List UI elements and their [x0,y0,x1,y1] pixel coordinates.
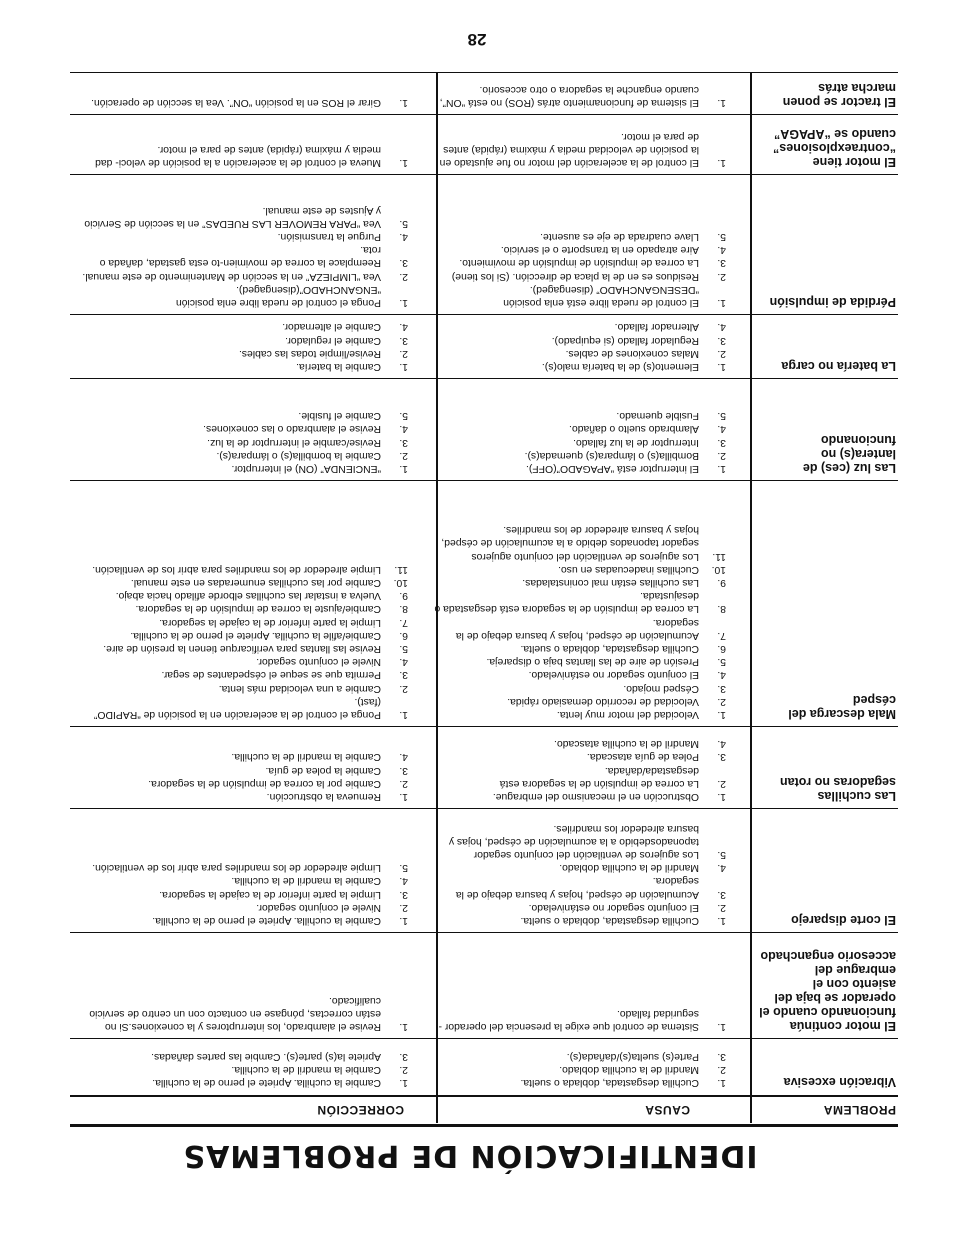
item-text: Mandril de la cuchilla doblado. [559,862,699,874]
list-item [78,96,408,109]
list-item [434,914,726,927]
item-number: 1. [399,915,408,926]
list-item [78,576,408,589]
item-number: 1. [399,1021,408,1032]
problem-label: La batería no carga [781,359,896,373]
item-text: Revise/limpie todas las cables. [238,347,381,359]
item-text: Limpie alrededor de los mandriles para abrir los de ventilación. [92,563,381,575]
item-text: Alternador fallado. [614,321,699,333]
item-text: El control de rueda libre está enla posición “DESENGANCHADO” (disengaged). [503,283,699,308]
item-number: 5. [717,848,726,860]
list-item [78,1049,408,1062]
list-item [434,861,726,874]
list-item [434,1007,726,1033]
item-text: Presión de aire de las llantas baja o dispareja. [486,656,699,668]
list-item [434,1049,726,1062]
list-item [78,449,408,462]
item-number: 1. [717,1021,726,1032]
item-text: Los agujeros de ventilación del conjunto agujeros segador taponados debido a la acumulación de césped, hojas y basura alrededor de los mandriles. [441,524,699,562]
item-number: 3. [717,888,726,900]
item-number: 2. [399,682,408,694]
list-item [78,655,408,668]
correction-cell [78,1049,408,1089]
item-number: 2. [399,449,408,461]
list-item [434,422,726,435]
list-item [78,615,408,628]
item-text: Revise el alambrado, los interruptores y la conexiones.Si no están correctas, póngase en contacto con un centro de servicio cualificado. [89,994,381,1032]
item-number: 1. [717,709,726,720]
list-item [78,777,408,790]
list-item [78,462,408,475]
problem-label: El motor tiene “contraexplosiones” cuando se “APAGA” [773,127,896,169]
item-number: 11. [712,550,726,562]
cause-cell [434,523,726,721]
table-row [70,73,898,115]
list-item [78,887,408,900]
item-text: Llave cuadrada de eje es ausente. [540,230,699,242]
item-text: Mueva el control de la aceleración a la posición de veloci- dad media y máxima (rápida) antes de para el motor. [95,143,381,168]
item-text: Cuchilla desgastada, doblada o suelta. [520,915,699,926]
item-number: 3. [399,436,408,448]
item-number: 4. [399,656,408,668]
item-number: 6. [717,642,726,654]
list-item [434,283,726,309]
item-text: Aire atrapado en la transporte o el servicio. [500,244,699,256]
list-item [434,523,726,563]
problem-label: El tractor se ponen marcha atrás [782,81,896,109]
item-text: Revise las llantas para verificarque tienen la presión de aire. [103,642,381,654]
list-item [434,269,726,282]
item-text: Sistema de control que exige la presencia del operador -seguridad fallado. [438,1007,699,1032]
list-item [78,901,408,914]
item-number: 4. [717,423,726,435]
problem-label: El motor continúa funcionando cuando el operador se baja del asiento con el embrague del accesorio enganchado [759,949,896,1033]
item-text: Regulador fallado (si equipado). [551,334,699,346]
item-text: Malas conexiones de cables. [565,347,699,359]
item-text: Obstrucción en el mecanismo del embrague. [492,791,699,802]
item-text: Vea “LIMPIEZA” en la sección de Mantenimento de este manual. [82,270,381,282]
problem-label: Vibración excesiva [783,1075,896,1089]
item-number: 4. [399,875,408,887]
cause-cell [434,409,726,475]
item-number: 4. [717,738,726,750]
item-text: Permita que se seque el céspedantes de segar. [161,669,381,681]
item-text: Remueva la obstrucción. [266,791,381,802]
item-text: Cuchilla desgastada, doblada o suelta. [520,1077,699,1088]
item-text: Cambie por la correa de impulsión de la segadora. [148,777,381,789]
list-item [434,435,726,448]
item-number: 2. [717,1063,726,1075]
table-row [70,115,898,175]
item-text: Revise el alambrado o las conexiones. [203,423,381,435]
item-text: La correa de impulsión de la segadora está desgastada o desajustada. [434,590,699,615]
list-item [434,83,726,109]
item-text: El conjunto segador no estánivelado. [528,901,699,913]
item-number: 6. [399,629,408,641]
table-row [70,315,898,379]
list-item [78,790,408,803]
item-text: Vea “PARA REMOVER LAS RUEDAS” en la sección de Servicio y Ajustes de este manual. [84,204,381,229]
cause-cell [434,821,726,927]
list-item [434,589,726,615]
item-number: 3. [399,888,408,900]
item-text: Acumulación de césped, hojas y basura debajo de la segadora. [455,875,699,900]
list-item [78,681,408,694]
item-text: Apriete la(s) parte(s). Cambie las partes dañadas. [151,1050,381,1062]
list-item [434,655,726,668]
list-item [434,129,726,169]
list-item [434,563,726,576]
list-item [434,333,726,346]
header-rule [70,1095,898,1097]
item-text: Parte(s) suelta(s)/dañada(s). [566,1050,699,1062]
item-text: Cambie la mandril de la cuchilla. [231,1063,381,1075]
list-item [78,750,408,763]
correction-cell [78,861,408,927]
item-number: 3. [717,751,726,763]
item-text: Nivele el conjunto segador. [256,656,381,668]
list-item [434,668,726,681]
list-item [434,256,726,269]
item-number: 1. [399,157,408,168]
problem-label: Las luz (ces) de lantera(s) no funcionando [802,433,896,475]
item-number: 4. [399,751,408,763]
item-text: El sistema de funcionamiento atrás (ROS) no está “ON”, cuando enganche la segadora o otro accesorio. [439,83,699,108]
item-number: 5. [399,217,408,229]
table-row [70,379,898,481]
list-item [78,642,408,655]
list-item [78,695,408,721]
item-text: Mandril de la cuchilla doblado. [559,1063,699,1075]
list-item [78,320,408,333]
item-text: Revise/cambie el interruptor de la luz. [207,436,381,448]
item-number: 3. [399,257,408,269]
page-title: IDENTIFICACIÓN DE PROBLEMAS [182,1138,758,1173]
correction-cell [78,409,408,475]
item-number: 5. [717,230,726,242]
list-item [434,821,726,861]
table-row [70,1039,898,1095]
list-item [434,347,726,360]
item-text: Las cuchillas están mal coninstaladas. [522,576,699,588]
item-text: Cambie por las cuchillas enumeradas en este manual. [130,576,381,588]
item-number: 4. [717,669,726,681]
problem-label: Pérdida de impulsión [769,295,896,309]
item-text: Mandril de la cuchilla atascado. [554,738,699,750]
item-number: 3. [717,682,726,694]
list-item [78,861,408,874]
list-item [78,629,408,642]
table-row [70,727,898,809]
correction-cell [78,203,408,309]
list-item [434,642,726,655]
item-text: Elemento(s) de la batería malo(s). [541,361,699,372]
item-number: 2. [399,347,408,359]
cause-column-header: CAUSA [644,1103,690,1117]
item-text: El conjunto segador no estánivelado. [528,669,699,681]
list-item [434,243,726,256]
table-row [70,809,898,933]
list-item [434,708,726,721]
item-text: Césped mojado. [623,682,699,694]
item-number: 4. [399,423,408,435]
page-number: 28 [467,30,487,49]
item-text: Bombilla(s) o lámpara(s) quemada(s). [524,449,699,461]
list-item [434,409,726,422]
item-number: 1. [717,157,726,168]
item-number: 4. [717,321,726,333]
item-text: Cambie la bombilla(s) o lámpara(s). [216,449,381,461]
list-item [78,333,408,346]
item-text: Cambie la batería. [296,361,381,372]
item-text: Girar el ROS en la posición “ON”. Vea la sección de operación. [91,97,381,108]
item-number: 1. [717,361,726,372]
item-number: 10. [711,563,726,575]
item-number: 2. [717,270,726,282]
item-text: Cambie a una velocidad más lenta. [218,682,381,694]
item-text: Cambie/afile la cuchilla. Apriete el perno de la cuchilla. [130,629,381,641]
item-text: Limpie la parte inferior de la cajade la segadora. [159,616,381,628]
item-text: Cambie la mandril de la cuchilla. [231,875,381,887]
item-text: Purgue la transmisión. [277,230,381,242]
item-number: 2. [399,270,408,282]
item-text: Limpie la parte inferior de la cajade la segadora. [159,888,381,900]
list-item [434,874,726,900]
item-text: Cambie/ajuste la correa de impulsión de la segadora. [135,603,381,615]
list-item [78,269,408,282]
item-number: 2. [717,695,726,707]
item-text: Los agujeros de ventilación del conjunto segador taponadosdebido a la acumulación de césped, hojas y basura alrededor los mandriles. [448,822,699,860]
item-number: 4. [399,321,408,333]
correction-cell [78,96,408,109]
item-text: Vuelva a instalar las cuchillas elborde afilado hacia abajo. [115,590,381,602]
item-text: Cambie la mandril de la cuchilla. [231,751,381,763]
item-number: 2. [399,901,408,913]
item-number: 7. [399,616,408,628]
item-number: 1. [717,297,726,308]
list-item [78,914,408,927]
item-number: 2. [717,777,726,789]
item-text: El control de la aceleración del motor no fue ajustado en la posición de velocidad media y máxima (rápida) antes de para el motor. [439,130,699,168]
item-number: 1. [399,297,408,308]
list-item [78,243,408,269]
list-item [434,360,726,373]
item-number: 2. [717,901,726,913]
item-text: Residuos es en de la placa de dirección. (Si los tiene) [451,270,699,282]
problem-label: El corte disparejo [791,913,896,927]
item-number: 9. [717,576,726,588]
item-text: Limpie alrededor de los mandriles para abrir los de ventilación. [92,862,381,874]
item-number: 5. [399,862,408,874]
item-number: 8. [717,603,726,615]
list-item [434,576,726,589]
list-item [78,422,408,435]
correction-cell [78,320,408,373]
item-number: 2. [717,449,726,461]
table-row [70,481,898,727]
problem-label: Las cuchillas segadoras no rotan [780,775,896,803]
item-number: 4. [717,862,726,874]
item-number: 1. [399,463,408,474]
list-item [78,993,408,1033]
item-number: 2. [399,777,408,789]
list-item [78,1076,408,1089]
cause-cell [434,1007,726,1033]
item-text: Cambie el fusible. [298,410,381,422]
item-number: 1. [717,915,726,926]
item-number: 3. [399,334,408,346]
list-item [434,1063,726,1076]
list-item [78,563,408,576]
item-number: 1. [399,361,408,372]
list-item [78,283,408,309]
item-number: 10. [393,576,408,588]
correction-cell [78,143,408,169]
item-number: 4. [717,244,726,256]
item-number: 8. [399,603,408,615]
item-number: 1. [399,709,408,720]
title-rule [70,1124,898,1127]
item-number: 5. [399,642,408,654]
list-item [78,409,408,422]
item-number: 3. [399,1050,408,1062]
cause-cell [434,320,726,373]
item-text: Reemplace la correa de movimien-to esta gastada, dañada o rota. [99,244,381,269]
cause-cell [434,737,726,803]
item-number: 7. [717,629,726,641]
item-text: Cambie el alternador. [282,321,381,333]
list-item [78,763,408,776]
item-number: 1. [399,1077,408,1088]
item-text: Cambie la polea de guía. [265,764,381,776]
correction-cell [78,750,408,803]
item-number: 3. [717,436,726,448]
cause-cell [434,230,726,309]
list-item [434,695,726,708]
item-number: 4. [399,230,408,242]
item-text: El interruptor está “APAGADO”(OFF). [525,463,699,474]
item-text: Cuchillas inadecuadas en uso. [558,563,699,575]
item-number: 1. [717,791,726,802]
list-item [434,462,726,475]
item-number: 1. [717,97,726,108]
list-item [78,143,408,169]
item-number: 1. [399,791,408,802]
item-number: 3. [399,764,408,776]
item-number: 1. [399,97,408,108]
item-text: Nivele el conjunto segador. [256,901,381,913]
table-row [70,175,898,315]
list-item [434,750,726,763]
problem-label: Mala descarga del césped [788,693,896,721]
item-text: Ponga el control de rueda libre enla posición “ENGANCHADO”(disengaged). [175,283,381,308]
item-text: Interruptor de la luz fallado. [573,436,699,448]
row-divider [70,72,898,73]
item-text: La correa de impulsión de impulsión de movimiento. [459,257,699,269]
cause-cell [434,83,726,109]
item-number: 5. [399,410,408,422]
list-item [434,615,726,641]
list-item [434,901,726,914]
cause-cell [434,1049,726,1089]
correction-cell [78,563,408,721]
item-text: Alambrado suelto o dañado. [569,423,699,435]
list-item [78,360,408,373]
item-number: 2. [399,1063,408,1075]
list-item [78,602,408,615]
cause-cell [434,129,726,169]
table-row [70,933,898,1039]
list-item [434,320,726,333]
item-text: Velocidad del motor muy lenta. [556,709,699,720]
list-item [434,790,726,803]
problem-column-header: PROBLEMA [823,1103,896,1117]
correction-cell [78,993,408,1033]
item-text: Cambie la cuchilla. Apriete el perno de la cuchilla. [152,1077,381,1088]
item-text: Cambie el regulador. [285,334,381,346]
list-item [78,435,408,448]
item-text: Cuchilla desgastada, doblada o suelta. [520,642,699,654]
list-item [434,1076,726,1089]
list-item [434,681,726,694]
item-number: 3. [399,669,408,681]
item-number: 1. [717,1077,726,1088]
item-number: 3. [717,1050,726,1062]
item-number: 1. [717,463,726,474]
list-item [78,230,408,243]
list-item [434,763,726,789]
list-item [434,449,726,462]
item-number: 9. [399,590,408,602]
list-item [78,874,408,887]
list-item [78,589,408,602]
list-item [78,347,408,360]
item-text: Velocidad de recorrido demasiado rápida. [507,695,699,707]
item-number: 3. [717,334,726,346]
item-text: “ENCIENDA” (ON) el interruptor. [231,463,381,474]
list-item [78,203,408,229]
item-number: 5. [717,656,726,668]
item-number: 3. [717,257,726,269]
list-item [434,230,726,243]
item-number: 2. [717,347,726,359]
correction-column-header: CORRECCIÓN [316,1103,404,1117]
list-item [78,1063,408,1076]
item-number: 5. [717,410,726,422]
item-text: Acumulación de césped, hojas y basura debajo de la segadora. [455,616,699,641]
list-item [434,737,726,750]
item-text: Fusible quemado. [616,410,699,422]
item-number: 11. [394,563,408,575]
item-text: Polea de guía atascada. [586,751,699,763]
item-text: Ponga el control de la aceleración en la posición de “RAPIDO” (fast). [93,695,381,720]
item-text: Cambie la cuchilla. Apriete el perno de la cuchilla. [152,915,381,926]
item-text: La correa de impulsión de la segadora está desgastada/dañada. [499,764,699,789]
list-item [78,668,408,681]
